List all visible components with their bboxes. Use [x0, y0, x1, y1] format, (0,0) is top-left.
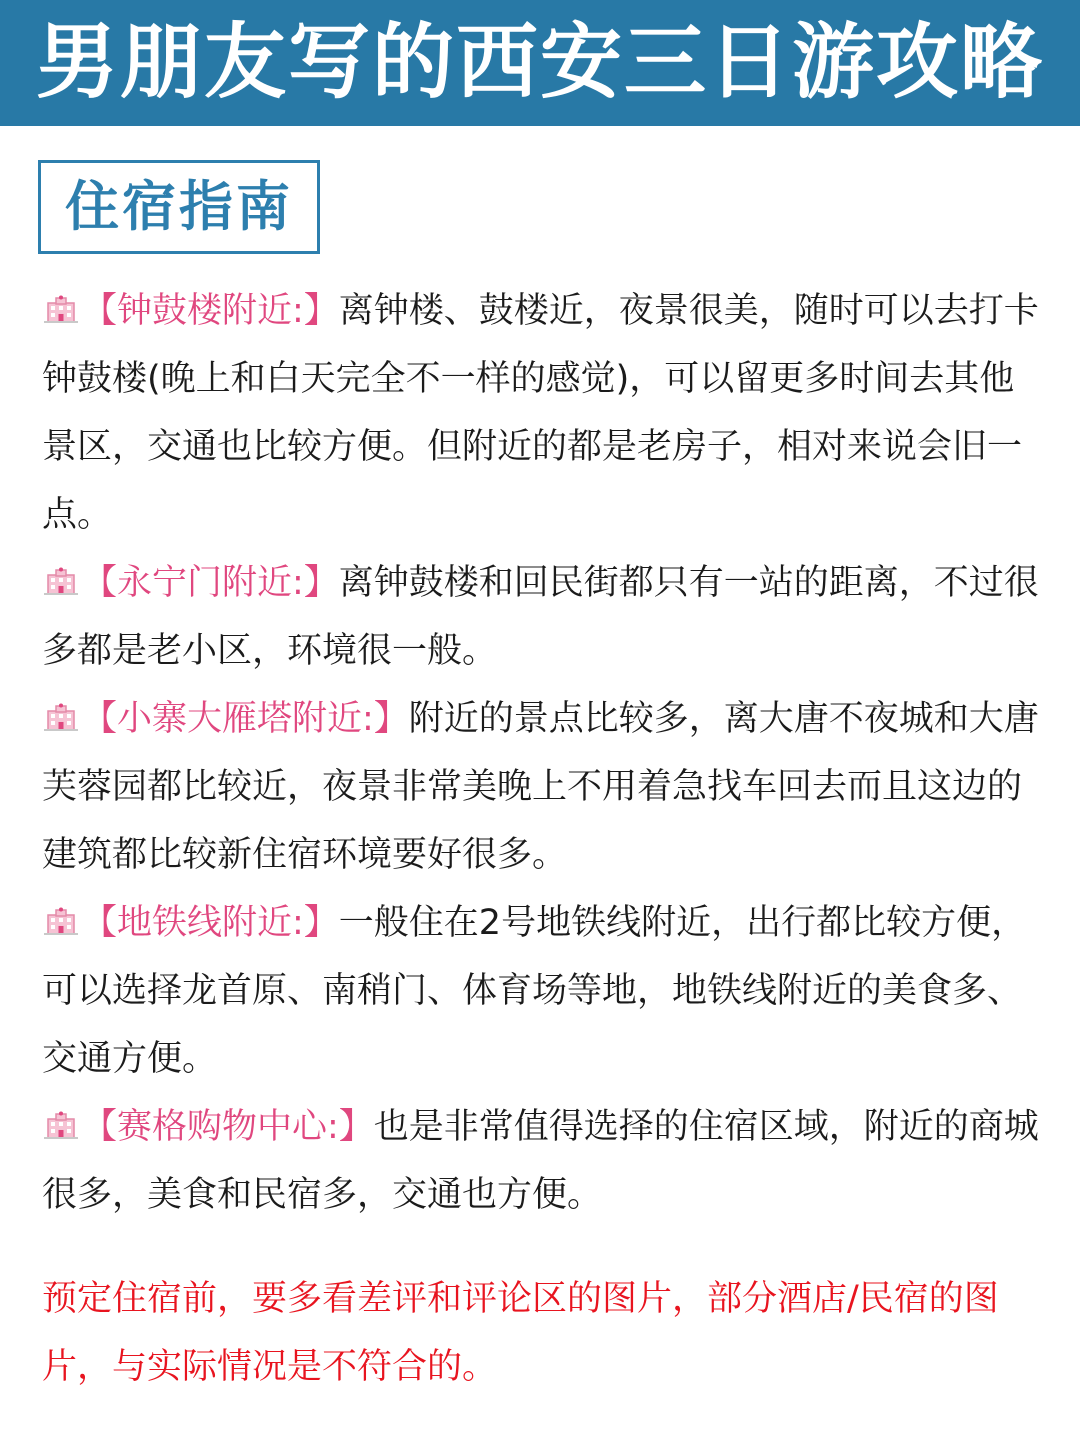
- list-item: [42, 1093, 1046, 1229]
- list-item: [42, 549, 1046, 685]
- hotel-icon: [42, 702, 80, 732]
- hotel-icon: [42, 906, 80, 936]
- entry-label: 【小寨大雁塔附近:】: [82, 699, 409, 739]
- entry-text: 离钟楼、鼓楼近，夜景很美，随时可以去打卡钟鼓楼(晚上和白天完全不一样的感觉)，可以留更多时间去其他景区，交通也比较方便。但附近的都是老房子，相对来说会旧一点。: [42, 291, 1039, 535]
- entry-text: 附近的景点比较多，离大唐不夜城和大唐芙蓉园都比较近，夜景非常美晚上不用着急找车回去而且这边的建筑都比较新住宿环境要好很多。: [42, 699, 1039, 875]
- list-item: [42, 277, 1046, 549]
- accommodation-list: [42, 277, 1046, 1229]
- hotel-icon: [42, 566, 80, 596]
- entry-label: 【地铁线附近:】: [82, 903, 339, 943]
- entry-text: 离钟鼓楼和回民街都只有一站的距离，不过很多都是老小区，环境很一般。: [42, 563, 1039, 671]
- list-item: [42, 889, 1046, 1093]
- header-banner: [0, 0, 1080, 126]
- entry-label: 【永宁门附近:】: [82, 563, 339, 603]
- page-title: 男朋友写的西安三日游攻略: [35, 15, 1044, 110]
- section-heading-box: [38, 160, 320, 254]
- hotel-icon: [42, 294, 80, 324]
- section-title: 住宿指南: [65, 175, 293, 238]
- entry-label: 【赛格购物中心:】: [82, 1107, 374, 1147]
- entry-text: 也是非常值得选择的住宿区域，附近的商城很多，美食和民宿多，交通也方便。: [42, 1107, 1039, 1215]
- list-item: [42, 685, 1046, 889]
- warning-note: 预定住宿前，要多看差评和评论区的图片，部分酒店/民宿的图片，与实际情况是不符合的。: [42, 1279, 999, 1387]
- entry-label: 【钟鼓楼附近:】: [82, 291, 339, 331]
- hotel-icon: [42, 1110, 80, 1140]
- entry-text: 一般住在2号地铁线附近，出行都比较方便，可以选择龙首原、南稍门、体育场等地，地铁线附近的美食多、交通方便。: [42, 903, 1027, 1079]
